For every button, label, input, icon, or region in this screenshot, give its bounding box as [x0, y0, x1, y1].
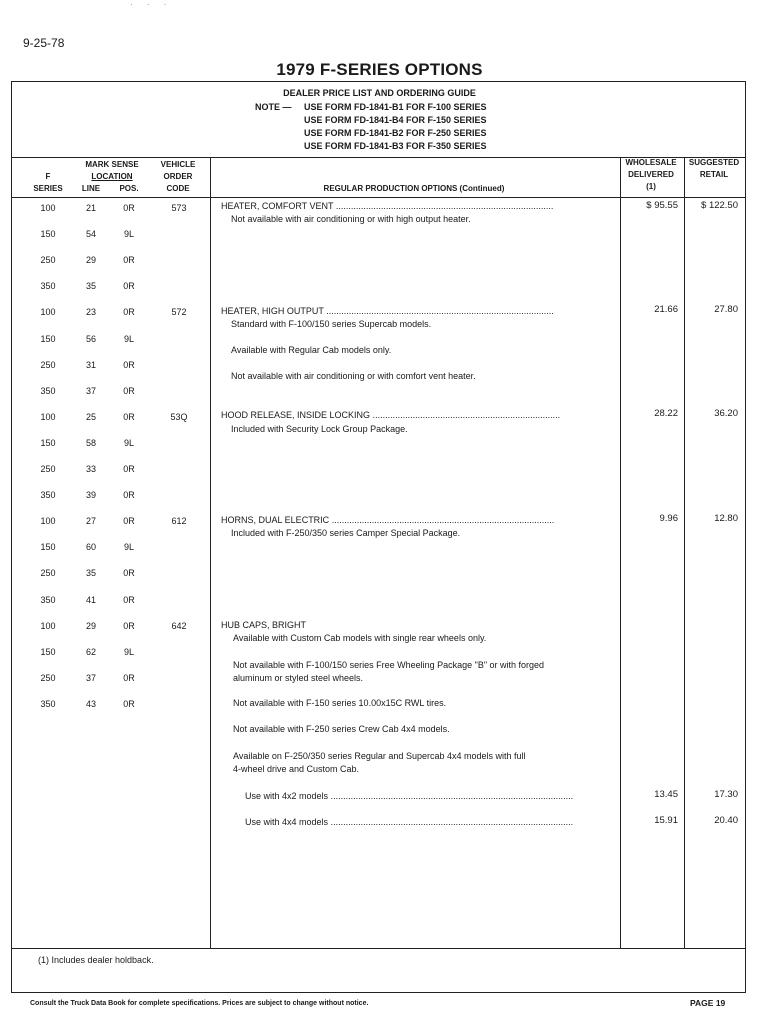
wholesale-price: $ 95.55: [646, 200, 678, 211]
retail-price: 20.40: [714, 815, 738, 826]
series-cell: 150: [40, 229, 56, 239]
options-column-divider: [210, 157, 211, 948]
line-cell: 25: [85, 412, 96, 422]
header-options: REGULAR PRODUCTION OPTIONS (Continued): [323, 184, 505, 193]
option-note: Available with Regular Cab models only.: [231, 345, 392, 355]
option-name-text: HOOD RELEASE, INSIDE LOCKING: [221, 410, 371, 420]
series-cell: 250: [40, 255, 56, 265]
option-note: Not available with air conditioning or with comfort vent heater.: [231, 371, 476, 381]
series-cell: 150: [40, 334, 56, 344]
pos-cell: 0R: [123, 621, 135, 631]
option-name: [221, 306, 611, 316]
retail-price: 36.20: [714, 408, 738, 419]
header-series: SERIES: [33, 184, 63, 193]
option-note: Included with F-250/350 series Camper Special Package.: [231, 528, 461, 538]
retail-column-divider: [684, 157, 685, 948]
option-note: Included with Security Lock Group Package.: [231, 424, 408, 434]
code-cell: 53Q: [170, 412, 188, 422]
line-cell: 21: [85, 203, 96, 213]
document-date: 9-25-78: [23, 36, 65, 50]
pos-cell: 9L: [123, 542, 134, 552]
series-cell: 350: [40, 490, 56, 500]
code-cell: 612: [171, 516, 187, 526]
series-cell: 350: [40, 281, 56, 291]
line-cell: 60: [85, 542, 96, 552]
line-cell: 62: [85, 647, 96, 657]
pos-cell: 0R: [123, 699, 135, 709]
retail-price: $ 122.50: [701, 200, 738, 211]
pos-cell: 9L: [123, 647, 134, 657]
wholesale-price: 13.45: [654, 789, 678, 800]
option-name-text: HEATER, HIGH OUTPUT: [221, 306, 324, 316]
series-cell: 100: [40, 307, 56, 317]
line-cell: 37: [85, 386, 96, 396]
page-title: 1979 F-SERIES OPTIONS: [276, 60, 483, 79]
code-cell: 572: [171, 307, 187, 317]
series-cell: 350: [40, 386, 56, 396]
series-cell: 250: [40, 464, 56, 474]
pos-cell: 0R: [123, 490, 135, 500]
line-cell: 41: [85, 595, 96, 605]
series-cell: 150: [40, 647, 56, 657]
header-location: LOCATION: [91, 172, 133, 181]
series-cell: 100: [40, 516, 56, 526]
header-delivered: DELIVERED: [628, 170, 674, 179]
header-line: LINE: [81, 184, 101, 193]
line-cell: 23: [85, 307, 96, 317]
note-label: NOTE —: [255, 102, 292, 112]
pos-cell: 0R: [123, 516, 135, 526]
option-name: [221, 620, 611, 630]
note-line: USE FORM FD-1841-B4 FOR F-150 SERIES: [304, 115, 487, 125]
column-header-divider: [12, 197, 745, 198]
option-note: aluminum or styled steel wheels.: [233, 673, 364, 683]
pos-cell: 0R: [123, 568, 135, 578]
line-cell: 35: [85, 281, 96, 291]
retail-price: 27.80: [714, 304, 738, 315]
footnote: (1) Includes dealer holdback.: [38, 955, 154, 965]
leader-dots: .......................................................................................: [335, 201, 554, 211]
series-cell: 100: [40, 203, 56, 213]
pos-cell: 9L: [123, 438, 134, 448]
series-cell: 100: [40, 412, 56, 422]
header-pos: POS.: [119, 184, 139, 193]
line-cell: 29: [85, 621, 96, 631]
sub-option-name-text: Use with 4x2 models: [245, 791, 329, 801]
pos-cell: 0R: [123, 673, 135, 683]
header-retail: RETAIL: [699, 170, 729, 179]
line-cell: 43: [85, 699, 96, 709]
series-cell: 350: [40, 595, 56, 605]
line-cell: 54: [85, 229, 96, 239]
option-name: [221, 201, 611, 211]
code-cell: 573: [171, 203, 187, 213]
pos-cell: 0R: [123, 464, 135, 474]
series-cell: 100: [40, 621, 56, 631]
pos-cell: 0R: [123, 281, 135, 291]
leader-dots: .........................................................................................: [331, 515, 555, 525]
retail-price: 17.30: [714, 789, 738, 800]
pos-cell: 0R: [123, 412, 135, 422]
retail-price: 12.80: [714, 513, 738, 524]
series-cell: 350: [40, 699, 56, 709]
sub-option-name: [245, 791, 611, 801]
note-line: USE FORM FD-1841-B3 FOR F-350 SERIES: [304, 141, 487, 151]
series-cell: 250: [40, 360, 56, 370]
pos-cell: 9L: [123, 229, 134, 239]
pos-cell: 0R: [123, 360, 135, 370]
option-note: Not available with F-100/150 series Free Wheeling Package "B" or with forged: [233, 660, 545, 670]
guide-title: DEALER PRICE LIST AND ORDERING GUIDE: [283, 88, 476, 98]
header-code: CODE: [166, 184, 190, 193]
header-f: F: [45, 172, 51, 181]
pos-cell: 0R: [123, 203, 135, 213]
option-note: Not available with F-250 series Crew Cab 4x4 models.: [233, 724, 450, 734]
line-cell: 35: [85, 568, 96, 578]
wholesale-price: 15.91: [654, 815, 678, 826]
footnote-divider: [12, 948, 745, 949]
sub-option-name: [245, 817, 611, 827]
code-cell: 642: [171, 621, 187, 631]
option-note: Available with Custom Cab models with single rear wheels only.: [233, 633, 487, 643]
leader-dots: .................................................................................................: [330, 817, 574, 827]
line-cell: 31: [85, 360, 96, 370]
header-order: ORDER: [163, 172, 193, 181]
line-cell: 37: [85, 673, 96, 683]
sub-option-name-text: Use with 4x4 models: [245, 817, 329, 827]
pos-cell: 9L: [123, 334, 134, 344]
option-note: Standard with F-100/150 series Supercab models.: [231, 319, 432, 329]
pos-cell: 0R: [123, 307, 135, 317]
option-note: 4-wheel drive and Custom Cab.: [233, 764, 360, 774]
option-name: [221, 515, 611, 525]
option-name-text: HORNS, DUAL ELECTRIC: [221, 515, 330, 525]
leader-dots: ...........................................................................................: [326, 306, 554, 316]
line-cell: 33: [85, 464, 96, 474]
wholesale-column-divider: [620, 157, 621, 948]
series-cell: 150: [40, 438, 56, 448]
pos-cell: 0R: [123, 255, 135, 265]
option-name-text: HEATER, COMFORT VENT: [221, 201, 334, 211]
option-name-text: HUB CAPS, BRIGHT: [221, 620, 307, 630]
note-line: USE FORM FD-1841-B2 FOR F-250 SERIES: [304, 128, 487, 138]
line-cell: 58: [85, 438, 96, 448]
series-cell: 150: [40, 542, 56, 552]
header-vehicle: VEHICLE: [160, 160, 196, 169]
option-note: Not available with air conditioning or with high output heater.: [231, 214, 471, 224]
header-wholesale: WHOLESALE: [625, 158, 677, 167]
series-cell: 250: [40, 673, 56, 683]
pos-cell: 0R: [123, 595, 135, 605]
scan-specks: · · ·: [130, 0, 173, 9]
option-name: [221, 410, 611, 420]
header-suggested: SUGGESTED: [688, 158, 740, 167]
header-mark-sense: MARK SENSE: [85, 160, 139, 169]
series-cell: 250: [40, 568, 56, 578]
option-note: Available on F-250/350 series Regular and Supercab 4x4 models with full: [233, 751, 526, 761]
line-cell: 56: [85, 334, 96, 344]
leader-dots: ...........................................................................: [372, 410, 561, 420]
wholesale-price: 9.96: [659, 513, 678, 524]
line-cell: 27: [85, 516, 96, 526]
page-number: PAGE 19: [690, 998, 726, 1008]
wholesale-price: 21.66: [654, 304, 678, 315]
wholesale-price: 28.22: [654, 408, 678, 419]
note-line: USE FORM FD-1841-B1 FOR F-100 SERIES: [304, 102, 487, 112]
footer-disclaimer: Consult the Truck Data Book for complete specifications. Prices are subject to change without notice.: [30, 1000, 369, 1007]
line-cell: 39: [85, 490, 96, 500]
leader-dots: .................................................................................................: [330, 791, 574, 801]
header-footnote-ref: (1): [646, 182, 656, 191]
line-cell: 29: [85, 255, 96, 265]
option-note: Not available with F-150 series 10.00x15C RWL tires.: [233, 698, 447, 708]
pos-cell: 0R: [123, 386, 135, 396]
